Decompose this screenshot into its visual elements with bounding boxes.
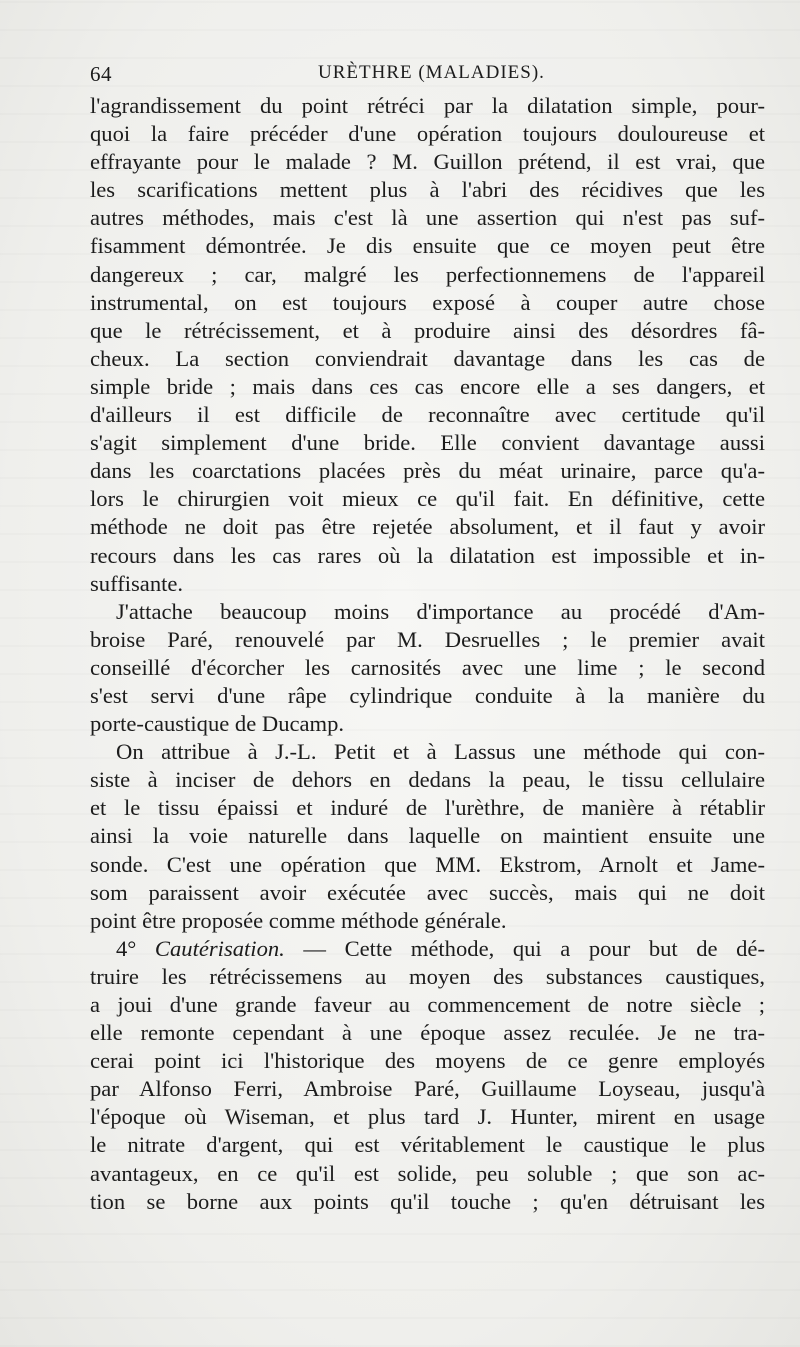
- text-line: a joui d'une grande faveur au commencement de notre siècle ;: [90, 992, 765, 1017]
- section-heading: Cautérisation.: [154, 935, 285, 961]
- text-line: suffisante.: [90, 570, 184, 596]
- text-line: On attribue à J.-L. Petit et à Lassus une méthode qui con-: [116, 739, 765, 765]
- text-line: l'époque où Wiseman, et plus tard J. Hunter, mirent en usage: [90, 1104, 765, 1130]
- text-line: méthode ne doit pas être rejetée absolument, et il faut y avoir: [90, 514, 765, 540]
- text-line: siste à inciser de dehors en dedans la peau, le tissu cellulaire: [90, 767, 765, 793]
- text-line: et le tissu épaissi et induré de l'urèthre, de manière à rétablir: [90, 795, 765, 821]
- text-line: quoi la faire précéder d'une opération toujours douloureuse et: [90, 121, 765, 147]
- text-line: dangereux ; car, malgré les perfectionnemens de l'appareil: [90, 261, 765, 287]
- text-line: point être proposée comme méthode générale.: [90, 907, 507, 933]
- text-line: dans les coarctations placées près du méat urinaire, parce qu'a-: [90, 458, 765, 484]
- text-line: s'est servi d'une râpe cylindrique conduite à la manière du: [90, 682, 765, 708]
- text-line: J'attache beaucoup moins d'importance au procédé d'Am-: [116, 598, 765, 624]
- paragraph: [90, 935, 765, 1216]
- text-line: recours dans les cas rares où la dilatation est impossible et in-: [90, 542, 765, 568]
- text-line: effrayante pour le malade ? M. Guillon prétend, il est vrai, que: [90, 149, 765, 175]
- text-line: broise Paré, renouvelé par M. Desruelles ; le premier avait: [90, 626, 765, 652]
- text-line: le nitrate d'argent, qui est véritablement le caustique le plus: [90, 1132, 765, 1158]
- text-line: autres méthodes, mais c'est là une assertion qui n'est pas suf-: [90, 205, 765, 231]
- paragraph: [90, 598, 765, 738]
- text-line: porte-caustique de Ducamp.: [90, 711, 345, 737]
- text-line: simple bride ; mais dans ces cas encore elle a ses dangers, et: [90, 373, 765, 399]
- text-line: avantageux, en ce qu'il est solide, peu soluble ; que son ac-: [90, 1160, 765, 1186]
- text-line: conseillé d'écorcher les carnosités avec une lime ; le second: [90, 654, 765, 680]
- text-line: elle remonte cependant à une époque assez reculée. Je ne tra-: [90, 1020, 765, 1046]
- text-line: d'ailleurs il est difficile de reconnaître avec certitude qu'il: [90, 402, 765, 428]
- text-line: les scarifications mettent plus à l'abri des récidives que les: [90, 177, 765, 203]
- text-line: tion se borne aux points qu'il touche ; qu'en détruisant les: [90, 1188, 765, 1214]
- text-line: ainsi la voie naturelle dans laquelle on maintient ensuite une: [90, 823, 765, 849]
- section-number: 4°: [116, 935, 137, 961]
- text-line: fisamment démontrée. Je dis ensuite que ce moyen peut être: [90, 233, 765, 259]
- text-line: [90, 935, 765, 963]
- text-line: s'agit simplement d'une bride. Elle convient davantage aussi: [90, 430, 765, 456]
- text-line: que le rétrécissement, et à produire ainsi des désordres fâ-: [90, 317, 765, 343]
- text-line: cerai point ici l'historique des moyens de ce genre employés: [90, 1048, 765, 1074]
- text-line: lors le chirurgien voit mieux ce qu'il fait. En définitive, cette: [90, 486, 765, 512]
- text-line: truire les rétrécissemens au moyen des substances caustiques,: [90, 963, 765, 989]
- text-line: cheux. La section conviendrait davantage dans les cas de: [90, 345, 765, 371]
- text-line: l'agrandissement du point rétréci par la dilatation simple, pour-: [90, 93, 765, 118]
- text-line: som paraissent avoir exécutée avec succès, mais qui ne doit: [90, 879, 765, 905]
- page-number: 64: [90, 62, 112, 86]
- text-line: par Alfonso Ferri, Ambroise Paré, Guillaume Loyseau, jusqu'à: [90, 1076, 765, 1102]
- text-fragment: — Cette méthode, qui a pour but de dé-: [284, 935, 765, 961]
- paragraph: [90, 92, 765, 598]
- text-line: sonde. C'est une opération que MM. Ekstrom, Arnolt et Jame-: [90, 851, 765, 877]
- body-text: [90, 92, 765, 1216]
- paragraph: [90, 738, 765, 935]
- running-head: [90, 62, 765, 92]
- running-title: URÈTHRE (MALADIES).: [318, 62, 545, 83]
- text-line: instrumental, on est toujours exposé à couper autre chose: [90, 289, 765, 315]
